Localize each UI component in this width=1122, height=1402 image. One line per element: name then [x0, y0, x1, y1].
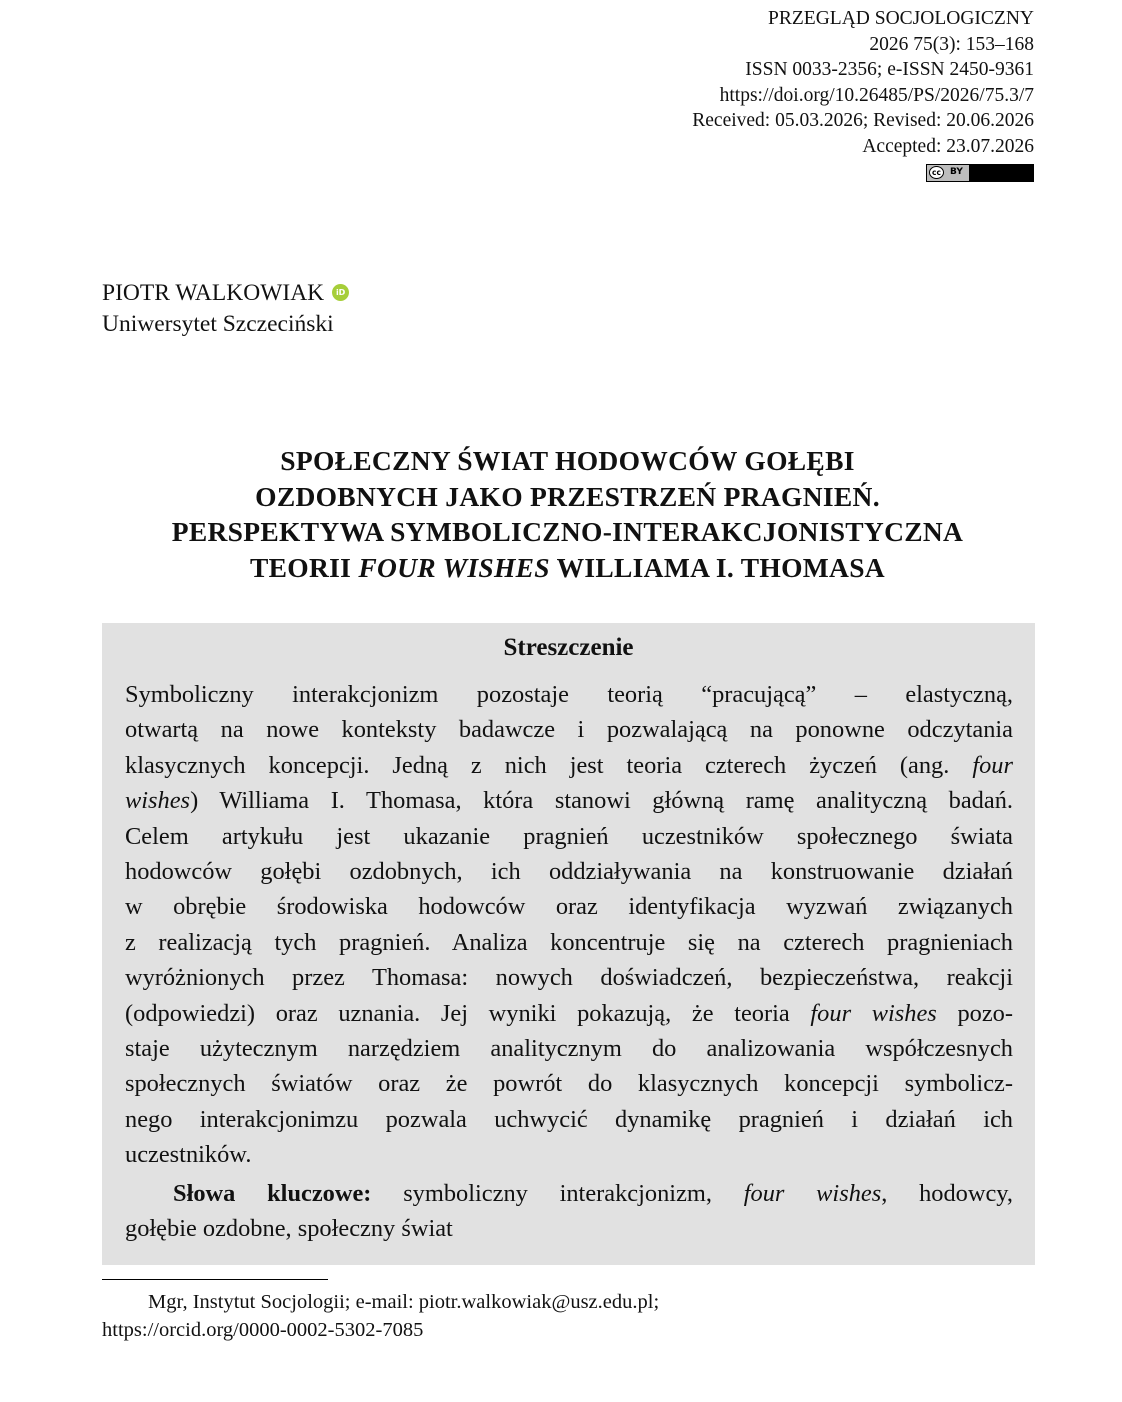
abstract-line: Celem artykułu jest ukazanie pragnień uczestników społecznego świata: [125, 822, 1013, 850]
cc-by-license-icon[interactable]: [926, 164, 1034, 182]
abstract-line: uczestników.: [125, 1141, 252, 1169]
journal-metadata: [692, 6, 1034, 185]
abstract-line-text: pozo-: [957, 999, 1013, 1027]
abstract-line: społecznych światów oraz że powrót do klasycznych koncepcji symbolicz-: [125, 1070, 1013, 1098]
footnote-line-1: Mgr, Instytut Socjologii; e-mail: piotr.walkowiak@usz.edu.pl;: [148, 1291, 660, 1313]
received-revised-dates: Received: 05.03.2026; Revised: 20.06.2026: [692, 110, 1034, 132]
author-affiliation: Uniwersytet Szczeciński: [102, 311, 334, 337]
abstract-heading: Streszczenie: [503, 634, 634, 661]
keywords-line-1: [125, 1176, 1013, 1211]
abstract-line: [125, 996, 1013, 1031]
abstract-line-italic: four wishes: [810, 999, 937, 1027]
footnote: [102, 1289, 659, 1344]
abstract-box: [102, 623, 1035, 1265]
abstract-line: Symboliczny interakcjonizm pozostaje teorią “pracującą” – elastyczną,: [125, 681, 1013, 708]
abstract-line: otwartą na nowe konteksty badawcze i pozwalającą na ponowne odczytania: [125, 716, 1013, 744]
keywords-text: symboliczny interakcjonizm,: [403, 1180, 712, 1207]
orcid-icon[interactable]: iD: [332, 284, 349, 301]
title-line-3: PERSPEKTYWA SYMBOLICZNO-INTERAKCJONISTYCZNA: [171, 516, 964, 547]
abstract-line: z realizacją tych pragnień. Analiza koncentruje się na czterech pragnieniach: [125, 928, 1013, 956]
keywords-italic: four wishes: [743, 1180, 882, 1207]
abstract-line-italic: wishes: [125, 787, 191, 815]
title-line-4: [100, 550, 1035, 586]
title-line-4-prefix: TEORII: [250, 551, 352, 583]
cc-badge-fill: [969, 165, 1033, 181]
author-block: [102, 278, 349, 340]
title-line-4-suffix: WILLIAMA I. THOMASA: [556, 551, 885, 583]
accepted-date: Accepted: 23.07.2026: [862, 135, 1034, 157]
abstract-line: w obrębie środowiska hodowców oraz identyfikacja wyzwań związanych: [125, 893, 1013, 921]
keywords-line-2: gołębie ozdobne, społeczny świat: [125, 1215, 453, 1243]
journal-name: PRZEGLĄD SOCJOLOGICZNY: [768, 8, 1034, 29]
title-line-2: OZDOBNYCH JAKO PRZESTRZEŃ PRAGNIEŃ.: [255, 480, 880, 512]
abstract-line: [125, 783, 1013, 818]
footnote-orcid-link[interactable]: https://orcid.org/0000-0002-5302-7085: [102, 1318, 424, 1341]
cc-by-label: BY: [948, 165, 969, 181]
volume-pages: 2026 75(3): 153–168: [869, 33, 1034, 55]
abstract-line: staje użytecznym narzędziem analitycznym do analizowania współczesnych: [125, 1035, 1013, 1063]
author-name: PIOTR WALKOWIAK: [102, 280, 325, 306]
issn: ISSN 0033-2356; e-ISSN 2450-9361: [745, 59, 1034, 81]
cc-circle-icon: cc: [929, 166, 944, 179]
abstract-line-italic: four: [972, 751, 1013, 779]
abstract-text: [125, 677, 1013, 1173]
abstract-line: wyróżnionych przez Thomasa: nowych doświadczeń, bezpieczeństwa, reakcji: [125, 964, 1013, 992]
keywords: [125, 1176, 1013, 1247]
abstract-line: [125, 748, 1013, 783]
abstract-line-text: klasycznych koncepcji. Jedną z nich jest teoria czterech życzeń (ang.: [125, 751, 950, 779]
cc-symbol: [927, 165, 948, 181]
article-title: [100, 443, 1035, 585]
author-line: [102, 278, 349, 309]
title-line-1: SPOŁECZNY ŚWIAT HODOWCÓW GOŁĘBI: [280, 445, 855, 476]
abstract-line-text: (odpowiedzi) oraz uznania. Jej wyniki pokazują, że teoria: [125, 999, 790, 1027]
abstract-line: nego interakcjonimzu pozwala uchwycić dynamikę pragnień i działań ich: [125, 1105, 1013, 1133]
keywords-text: , hodowcy,: [881, 1180, 1014, 1207]
keywords-label: Słowa kluczowe:: [173, 1180, 372, 1207]
abstract-line-text: ) Williama I. Thomasa, która stanowi główną ramę analityczną badań.: [190, 787, 1013, 815]
title-line-4-italic: FOUR WISHES: [358, 551, 550, 583]
abstract-line: hodowców gołębi ozdobnych, ich oddziaływania na konstruowanie działań: [125, 858, 1013, 886]
doi-link[interactable]: https://doi.org/10.26485/PS/2026/75.3/7: [719, 84, 1034, 106]
footnote-rule: [102, 1279, 328, 1280]
